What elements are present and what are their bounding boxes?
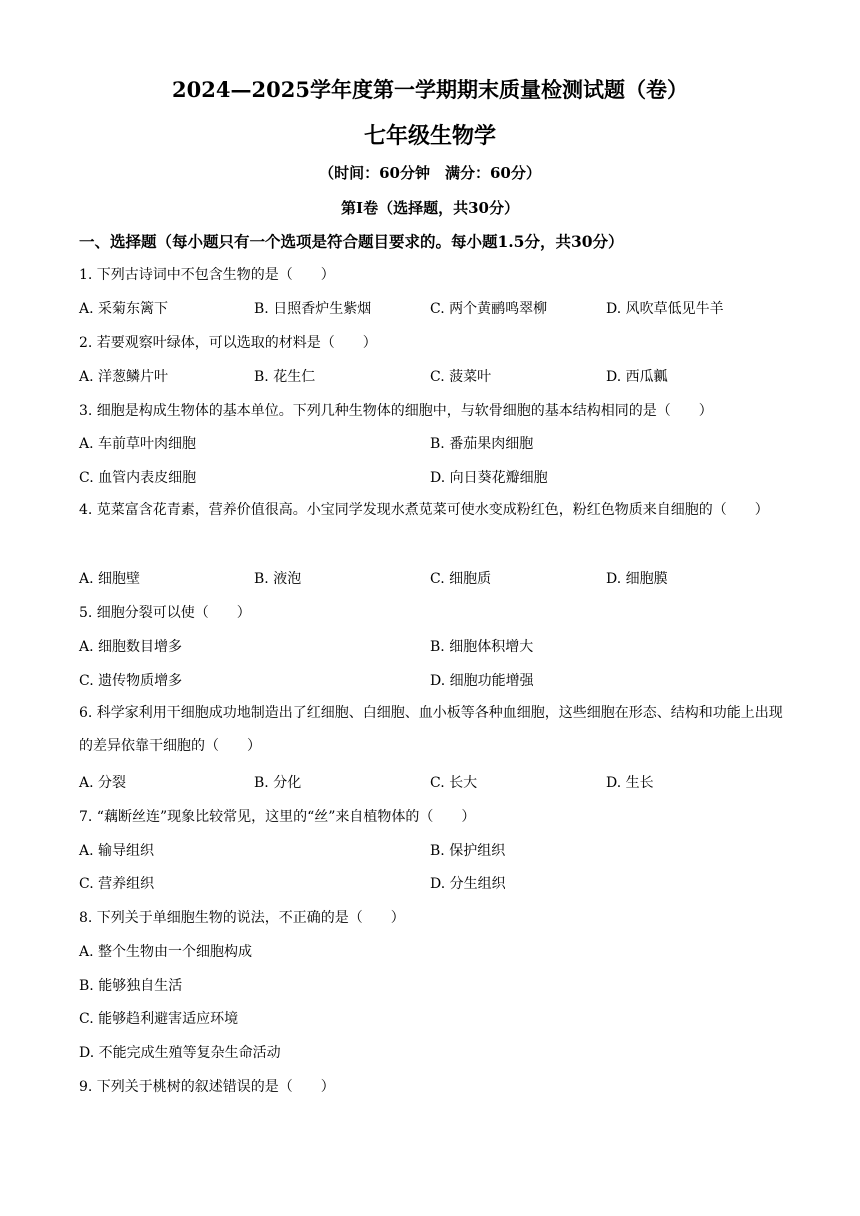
question-5-stem: 5. 细胞分裂可以使（ ）	[79, 605, 251, 621]
question-1-stem: 1. 下列古诗词中不包含生物的是（ ）	[79, 267, 335, 283]
question-1-option-b: B. 日照香炉生紫烟	[254, 301, 372, 317]
question-4-option-c: C. 细胞质	[430, 571, 492, 587]
question-5-option-b: B. 细胞体积增大	[430, 639, 534, 655]
question-7-option-a: A. 输导组织	[79, 843, 155, 859]
question-4-option-b: B. 液泡	[254, 571, 302, 587]
question-7-stem: 7. “藕断丝连”现象比较常见，这里的“丝”来自植物体的（ ）	[79, 809, 476, 825]
question-3-option-d: D. 向日葵花瓣细胞	[430, 470, 548, 486]
question-6-option-a: A. 分裂	[79, 775, 127, 791]
question-2-option-d: D. 西瓜瓤	[606, 369, 668, 385]
exam-subject: 七年级生物学	[363, 123, 496, 149]
question-9-stem: 9. 下列关于桃树的叙述错误的是（ ）	[79, 1079, 335, 1095]
question-7-option-b: B. 保护组织	[430, 843, 506, 859]
question-2-option-b: B. 花生仁	[254, 369, 316, 385]
question-1-option-c: C. 两个黄鹂鸣翠柳	[430, 301, 548, 317]
section-heading: 一、选择题（每小题只有一个选项是符合题目要求的。每小题1.5分，共30分）	[79, 232, 624, 251]
question-3-option-b: B. 番茄果肉细胞	[430, 436, 534, 452]
question-8-option-a: A. 整个生物由一个细胞构成	[79, 944, 253, 960]
question-6-option-d: D. 生长	[606, 775, 654, 791]
question-2-option-a: A. 洋葱鳞片叶	[79, 369, 169, 385]
question-6-option-b: B. 分化	[254, 775, 302, 791]
question-8-option-c: C. 能够趋利避害适应环境	[79, 1011, 239, 1027]
question-3-stem: 3. 细胞是构成生物体的基本单位。下列几种生物体的细胞中，与软骨细胞的基本结构相同的是（ ）	[79, 403, 713, 419]
question-4-stem: 4. 苋菜富含花青素，营养价值很高。小宝同学发现水煮苋菜可使水变成粉红色，粉红色物质来自细胞的（ ）	[79, 502, 769, 518]
question-8-option-d: D. 不能完成生殖等复杂生命活动	[79, 1045, 281, 1061]
question-8-stem: 8. 下列关于单细胞生物的说法，不正确的是（ ）	[79, 910, 405, 926]
question-3-option-a: A. 车前草叶肉细胞	[79, 436, 197, 452]
question-1-option-a: A. 采菊东篱下	[79, 301, 169, 317]
question-6-option-c: C. 长大	[430, 775, 478, 791]
question-3-option-c: C. 血管内表皮细胞	[79, 470, 197, 486]
question-6-stem: 6. 科学家利用干细胞成功地制造出了红细胞、白细胞、血小板等各种血细胞，这些细胞在形态、结构和功能上出现的差异依靠干细胞的（ ）	[79, 705, 783, 754]
question-5-option-a: A. 细胞数目增多	[79, 639, 183, 655]
exam-time-score: （时间：60分钟 满分：60分）	[319, 164, 541, 182]
question-7-option-d: D. 分生组织	[430, 876, 506, 892]
question-8-option-b: B. 能够独自生活	[79, 978, 183, 994]
question-7-option-c: C. 营养组织	[79, 876, 155, 892]
question-2-stem: 2. 若要观察叶绿体，可以选取的材料是（ ）	[79, 335, 377, 351]
question-5-option-c: C. 遗传物质增多	[79, 673, 183, 689]
question-4-option-d: D. 细胞膜	[606, 571, 668, 587]
question-4-option-a: A. 细胞壁	[79, 571, 141, 587]
question-1-option-d: D. 风吹草低见牛羊	[606, 301, 724, 317]
question-5-option-d: D. 细胞功能增强	[430, 673, 534, 689]
question-2-option-c: C. 菠菜叶	[430, 369, 492, 385]
exam-volume-label: 第Ⅰ卷（选择题，共30分）	[341, 199, 519, 217]
exam-title: 2024—2025学年度第一学期期末质量检测试题（卷）	[172, 77, 688, 102]
